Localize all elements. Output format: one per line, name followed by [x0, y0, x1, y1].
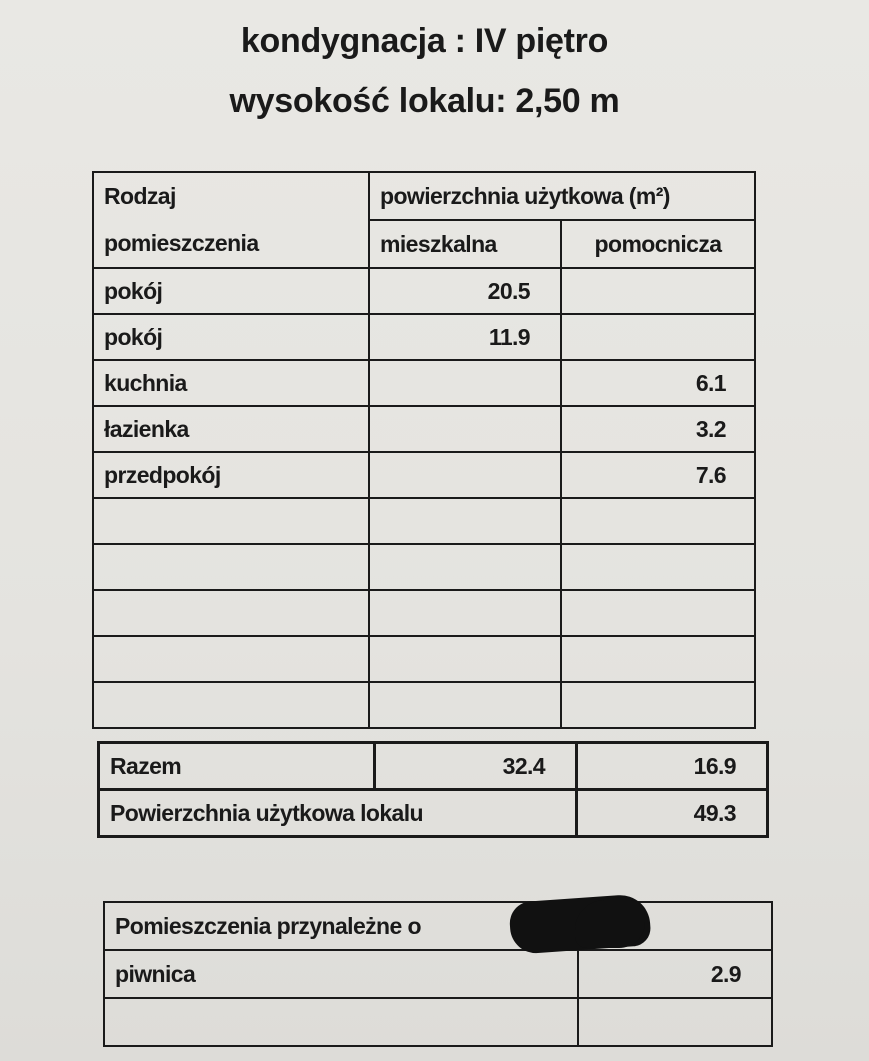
room-living-area: 20.5 — [369, 268, 561, 314]
room-name: pokój — [93, 314, 369, 360]
room-auxiliary-area: 6.1 — [561, 360, 755, 406]
redaction-mark — [575, 900, 645, 948]
table-row — [93, 544, 755, 590]
table-row — [93, 636, 755, 682]
room-living-area — [369, 590, 561, 636]
room-name: pokój — [93, 268, 369, 314]
col-area-header: powierzchnia użytkowa (m²) — [369, 172, 755, 220]
room-auxiliary-area: 3.2 — [561, 406, 755, 452]
room-name — [93, 498, 369, 544]
room-auxiliary-area: 7.6 — [561, 452, 755, 498]
table-row — [104, 998, 772, 1046]
room-living-area — [369, 406, 561, 452]
floor-heading: kondygnacja : IV piętro — [240, 22, 609, 60]
usable-area-label: Powierzchnia użytkowa lokalu — [99, 790, 577, 837]
sum-auxiliary: 16.9 — [577, 743, 768, 790]
room-auxiliary-area — [561, 544, 755, 590]
annex-room-area: 2.9 — [578, 950, 772, 998]
annex-room-name — [104, 998, 578, 1046]
table-row — [104, 950, 772, 998]
annex-room-area — [578, 998, 772, 1046]
room-living-area — [369, 452, 561, 498]
sum-living: 32.4 — [375, 743, 577, 790]
rooms-table — [92, 171, 756, 729]
col-type-header-line2: pomieszczenia — [93, 220, 369, 268]
room-auxiliary-area — [561, 498, 755, 544]
room-name — [93, 590, 369, 636]
room-name: łazienka — [93, 406, 369, 452]
room-auxiliary-area — [561, 314, 755, 360]
room-living-area — [369, 498, 561, 544]
table-row — [93, 314, 755, 360]
table-row — [93, 498, 755, 544]
room-auxiliary-area — [561, 590, 755, 636]
room-living-area: 11.9 — [369, 314, 561, 360]
height-heading: wysokość lokalu: 2,50 m — [229, 82, 620, 120]
annex-room-name: piwnica — [104, 950, 578, 998]
room-living-area — [369, 636, 561, 682]
table-row — [93, 360, 755, 406]
col-living-header: mieszkalna — [369, 220, 561, 268]
sum-label: Razem — [99, 743, 375, 790]
room-living-area — [369, 682, 561, 728]
table-row — [93, 682, 755, 728]
room-living-area — [369, 544, 561, 590]
room-name: kuchnia — [93, 360, 369, 406]
annex-header: Pomieszczenia przynależne o — [104, 902, 772, 950]
room-auxiliary-area — [561, 636, 755, 682]
room-name — [93, 636, 369, 682]
room-auxiliary-area — [561, 682, 755, 728]
room-auxiliary-area — [561, 268, 755, 314]
table-row — [93, 452, 755, 498]
room-living-area — [369, 360, 561, 406]
room-name: przedpokój — [93, 452, 369, 498]
table-row — [93, 406, 755, 452]
totals-table — [97, 741, 769, 838]
annex-rooms-table — [103, 901, 773, 1047]
room-name — [93, 682, 369, 728]
table-row — [93, 590, 755, 636]
room-name — [93, 544, 369, 590]
col-type-header-line1: Rodzaj — [93, 172, 369, 220]
col-auxiliary-header: pomocnicza — [561, 220, 755, 268]
table-row — [93, 268, 755, 314]
usable-area-value: 49.3 — [577, 790, 768, 837]
